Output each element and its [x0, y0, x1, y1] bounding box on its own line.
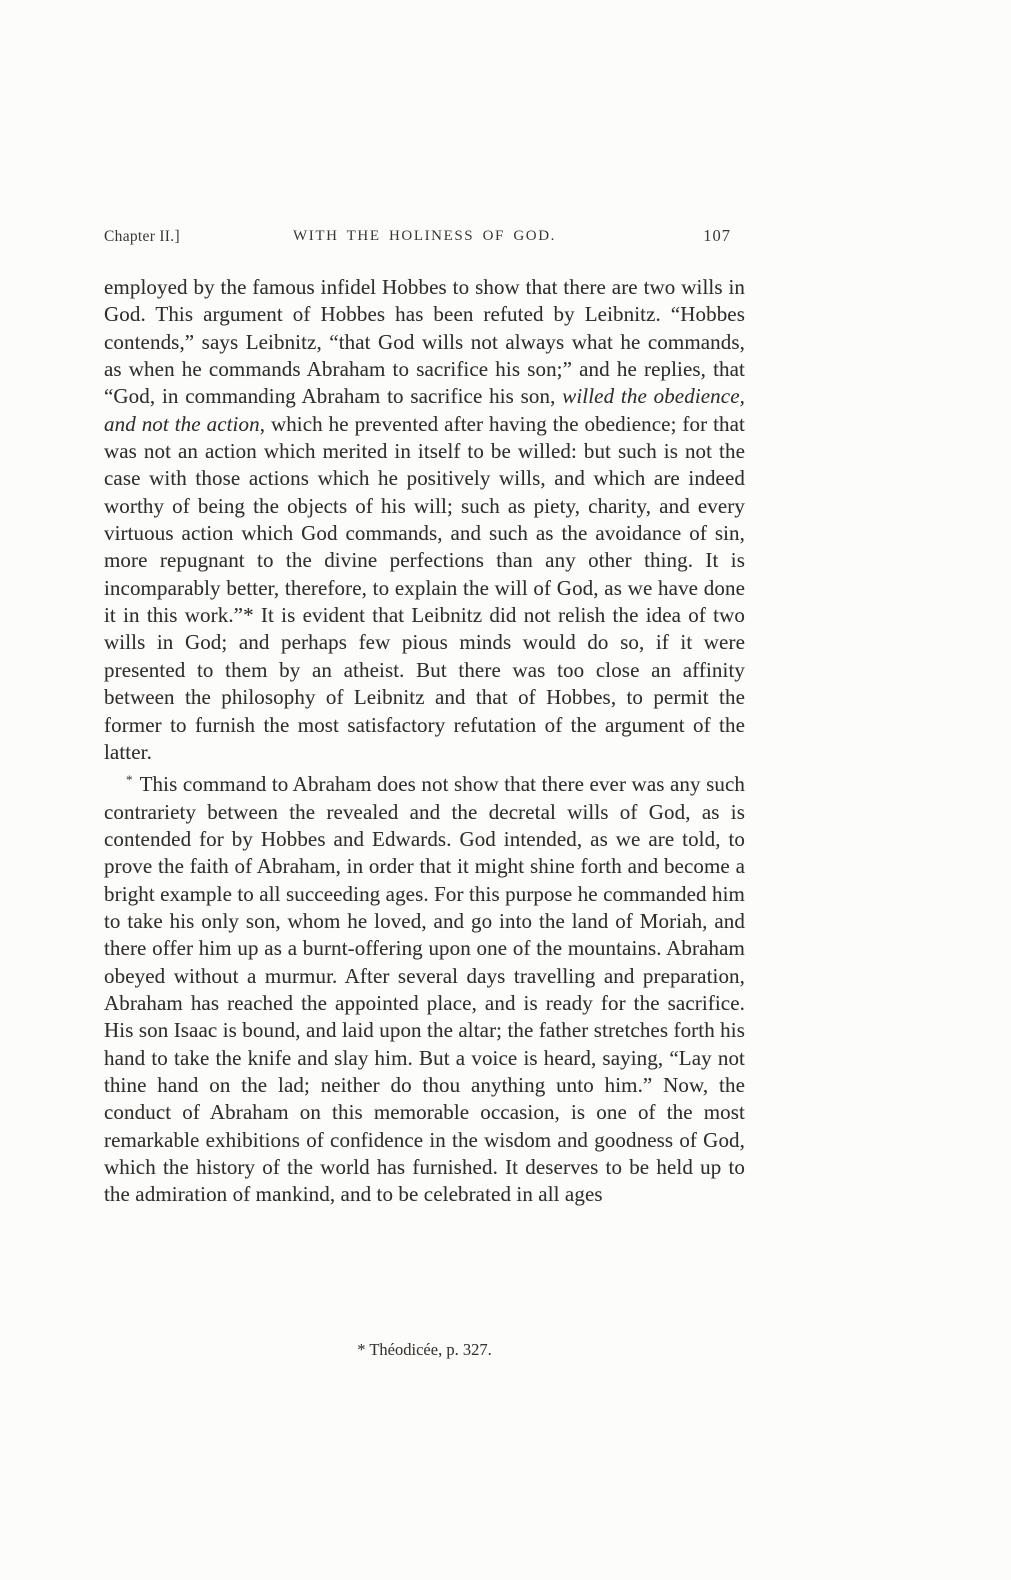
- running-header: [104, 226, 745, 250]
- footnote-asterisk-mark: *: [126, 772, 133, 788]
- paragraph-1-italic-phrase: willed the obedience, and not the action: [104, 384, 745, 436]
- footnote: * Théodicée, p. 327.: [357, 1340, 492, 1359]
- paragraph-2: [104, 766, 745, 1209]
- paragraph-1-text: employed by the famous infidel Hobbes to show that there are two wills in God. This argument of Hobbes has been refuted by Leibnitz. “Hobbes contends,” says Leibnitz, “that God wills not always what he commands, as when he commands Abraham to sacrifice his son;” and he replies, that “God, in commanding Abraham to sacrifice his son,: [104, 275, 745, 409]
- text-column: [104, 226, 745, 1209]
- chapter-label: Chapter II.]: [104, 228, 180, 245]
- paragraph-1: [104, 274, 745, 766]
- running-title: WITH THE HOLINESS OF GOD.: [293, 228, 556, 244]
- body-text: [104, 274, 745, 1209]
- paragraph-1-text-continued: , which he prevented after having the obedience; for that was not an action which merited in itself to be willed: but such is not the case with those actions which he positively wills, and which are indeed worthy of being the objects of his will; such as piety, charity, and every virtuous action which God commands, and such as the avoidance of sin, more repugnant to the divine perfections than any other thing. It is incomparably better, therefore, to explain the will of God, as we have done it in this work.”* It is evident that Leibnitz did not relish the idea of two wills in God; and perhaps few pious minds would do so, if it were presented to them by an atheist. But there was too close an affinity between the philosophy of Leibnitz and that of Hobbes, to permit the former to furnish the most satisfactory refutation of the argument of the latter.: [104, 411, 745, 764]
- page-number: 107: [703, 226, 731, 245]
- paragraph-2-text: This command to Abraham does not show that there ever was any such contrariety between the revealed and the decretal wills of God, as is contended for by Hobbes and Edwards. God intended, as we are told, to prove the faith of Abraham, in order that it might shine forth and become a bright example to all succeeding ages. For this purpose he commanded him to take his only son, whom he loved, and go into the land of Moriah, and there offer him up as a burnt-offering upon one of the mountains. Abraham obeyed without a murmur. After several days travelling and preparation, Abraham has reached the appointed place, and is ready for the sacrifice. His son Isaac is bound, and laid upon the altar; the father stretches forth his hand to take the knife and slay him. But a voice is heard, saying, “Lay not thine hand on the lad; neither do thou anything unto him.” Now, the conduct of Abraham on this memorable occasion, is one of the most remarkable exhibitions of confidence in the wisdom and goodness of God, which the history of the world has furnished. It deserves to be held up to the admiration of mankind, and to be celebrated in all ages: [104, 772, 745, 1207]
